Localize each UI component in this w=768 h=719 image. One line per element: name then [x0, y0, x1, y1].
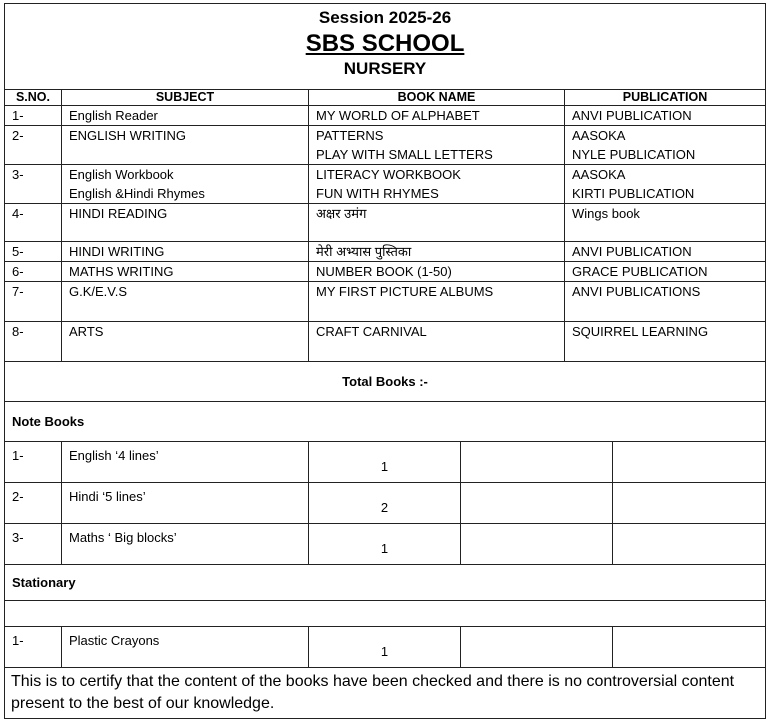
col-sno: S.NO.	[5, 90, 62, 106]
school-name: SBS SCHOOL	[305, 30, 465, 57]
item-name: Maths ‘ Big blocks’	[62, 524, 309, 565]
cell-line: मेरी अभ्यास पुस्तिका	[316, 244, 412, 259]
col-subject: SUBJECT	[62, 90, 309, 106]
cell-line: FUN WITH RHYMES	[316, 186, 439, 201]
cell-line: PATTERNS	[316, 128, 384, 143]
book-row	[5, 262, 766, 282]
book-sno: 1-	[5, 106, 62, 126]
item-sno: 1-	[5, 442, 62, 483]
book-row	[5, 204, 766, 242]
book-name	[309, 242, 565, 262]
header-row	[5, 4, 766, 90]
class-name: NURSERY	[343, 59, 427, 78]
book-row	[5, 282, 766, 322]
cell-line: NYLE PUBLICATION	[572, 147, 696, 162]
cell-line: ANVI PUBLICATION	[572, 244, 692, 259]
empty-cell	[461, 483, 613, 524]
book-sno: 5-	[5, 242, 62, 262]
cell-line: English Workbook	[69, 167, 174, 182]
book-publication	[565, 282, 766, 322]
notebooks-heading: Note Books	[5, 402, 766, 442]
cell-line: ANVI PUBLICATION	[572, 108, 692, 123]
cell-line: NUMBER BOOK (1-50)	[316, 264, 452, 279]
total-books-label: Total Books :-	[5, 362, 766, 402]
booklist-table	[4, 3, 766, 719]
spacer-cell	[5, 601, 766, 627]
book-publication	[565, 126, 766, 165]
book-subject	[62, 282, 309, 322]
empty-cell	[613, 442, 766, 483]
book-name	[309, 126, 565, 165]
book-sno: 7-	[5, 282, 62, 322]
item-sno: 3-	[5, 524, 62, 565]
item-sno: 1-	[5, 627, 62, 668]
book-name	[309, 165, 565, 204]
book-name	[309, 204, 565, 242]
book-publication	[565, 262, 766, 282]
empty-cell	[613, 483, 766, 524]
certification-row	[5, 668, 766, 719]
cell-line: अक्षर उमंग	[316, 206, 367, 221]
item-name: Hindi ‘5 lines’	[62, 483, 309, 524]
book-subject	[62, 126, 309, 165]
item-quantity: 1	[309, 524, 461, 565]
book-sno: 6-	[5, 262, 62, 282]
book-sno: 2-	[5, 126, 62, 165]
notebooks-row	[5, 483, 766, 524]
book-subject	[62, 204, 309, 242]
empty-cell	[461, 442, 613, 483]
item-quantity: 1	[309, 627, 461, 668]
book-subject	[62, 322, 309, 362]
empty-cell	[613, 627, 766, 668]
cell-line: HINDI WRITING	[69, 244, 165, 259]
item-quantity: 1	[309, 442, 461, 483]
book-row	[5, 165, 766, 204]
book-row	[5, 242, 766, 262]
spacer-row	[5, 601, 766, 627]
empty-cell	[613, 524, 766, 565]
session-title: Session 2025-26	[318, 8, 452, 27]
cell-line: KIRTI PUBLICATION	[572, 186, 695, 201]
book-name	[309, 282, 565, 322]
certification-text: This is to certify that the content of the books have been checked and there is no controversial content present to the best of our knowledge.	[5, 668, 766, 719]
col-publication: PUBLICATION	[565, 90, 766, 106]
cell-line: ARTS	[69, 324, 104, 339]
book-row	[5, 322, 766, 362]
cell-line: MATHS WRITING	[69, 264, 174, 279]
book-sno: 8-	[5, 322, 62, 362]
cell-line: GRACE PUBLICATION	[572, 264, 708, 279]
book-name	[309, 322, 565, 362]
book-subject	[62, 165, 309, 204]
cell-line: CRAFT CARNIVAL	[316, 324, 427, 339]
cell-line: Wings book	[572, 206, 640, 221]
stationary-heading: Stationary	[5, 565, 766, 601]
item-quantity: 2	[309, 483, 461, 524]
book-subject	[62, 106, 309, 126]
stationary-row	[5, 627, 766, 668]
book-row	[5, 126, 766, 165]
cell-line: G.K/E.V.S	[69, 284, 128, 299]
book-publication	[565, 204, 766, 242]
item-sno: 2-	[5, 483, 62, 524]
cell-line: LITERACY WORKBOOK	[316, 167, 461, 182]
cell-line: ENGLISH WRITING	[69, 128, 187, 143]
book-sno: 3-	[5, 165, 62, 204]
cell-line: SQUIRREL LEARNING	[572, 324, 709, 339]
cell-line: AASOKA	[572, 167, 626, 182]
cell-line: AASOKA	[572, 128, 626, 143]
cell-line: PLAY WITH SMALL LETTERS	[316, 147, 493, 162]
book-subject	[62, 242, 309, 262]
book-subject	[62, 262, 309, 282]
book-name	[309, 262, 565, 282]
item-name: English ‘4 lines’	[62, 442, 309, 483]
book-row	[5, 106, 766, 126]
empty-cell	[461, 627, 613, 668]
cell-line: HINDI READING	[69, 206, 168, 221]
book-sno: 4-	[5, 204, 62, 242]
book-publication	[565, 165, 766, 204]
empty-cell	[461, 524, 613, 565]
book-publication	[565, 242, 766, 262]
notebooks-heading-row	[5, 402, 766, 442]
cell-line: English Reader	[69, 108, 158, 123]
column-header-row	[5, 90, 766, 106]
book-publication	[565, 106, 766, 126]
item-name: Plastic Crayons	[62, 627, 309, 668]
notebooks-row	[5, 524, 766, 565]
cell-line: ANVI PUBLICATIONS	[572, 284, 701, 299]
total-books-row	[5, 362, 766, 402]
cell-line: MY WORLD OF ALPHABET	[316, 108, 480, 123]
book-name	[309, 106, 565, 126]
notebooks-row	[5, 442, 766, 483]
col-book-name: BOOK NAME	[309, 90, 565, 106]
cell-line: MY FIRST PICTURE ALBUMS	[316, 284, 494, 299]
cell-line: English &Hindi Rhymes	[69, 186, 205, 201]
book-publication	[565, 322, 766, 362]
stationary-heading-row	[5, 565, 766, 601]
